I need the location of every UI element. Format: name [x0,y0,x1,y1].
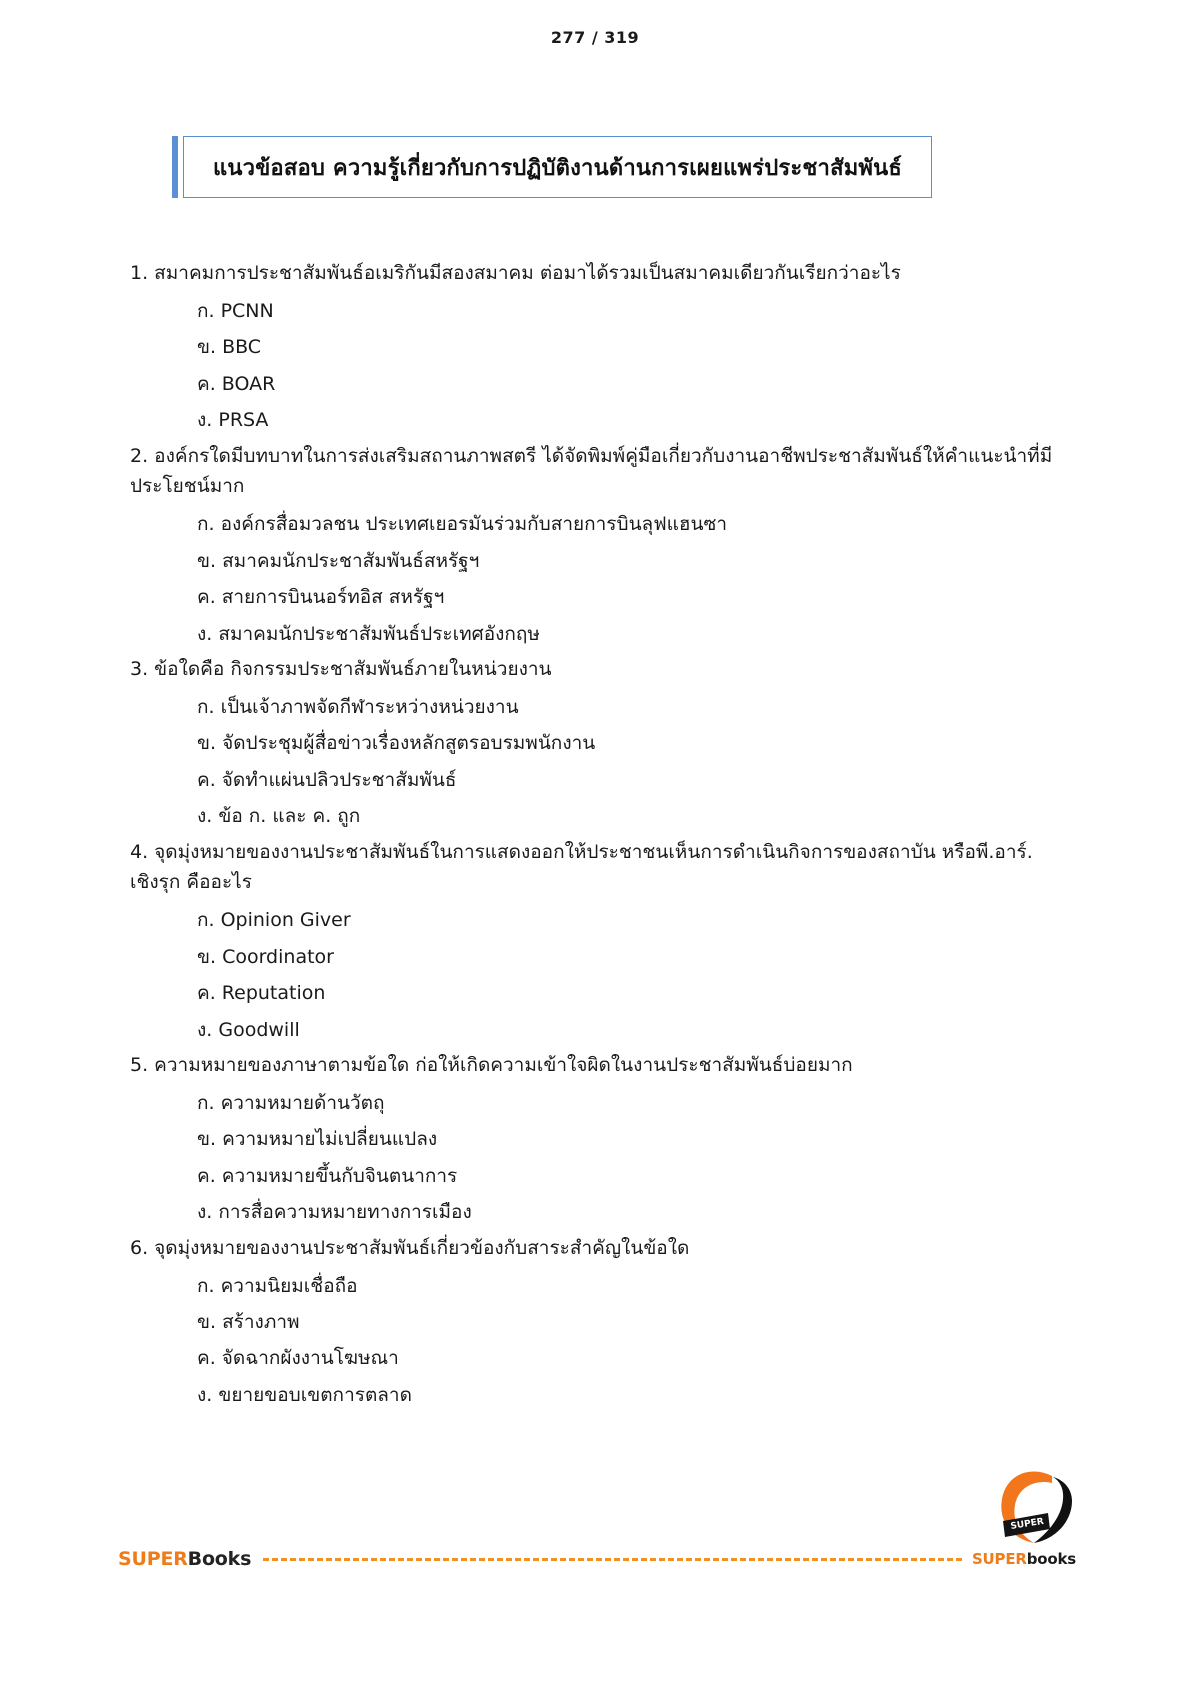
choice-list [130,1085,1060,1231]
choice-option[interactable]: ง. ข้อ ก. และ ค. ถูก [197,805,361,828]
choice-option[interactable]: ข. สร้างภาพ [197,1310,300,1333]
choice-option[interactable]: ค. Reputation [197,982,326,1005]
superbooks-logo-icon [990,1467,1076,1551]
choice-option[interactable]: ข. สมาคมนักประชาสัมพันธ์สหรัฐฯ [197,549,480,572]
page-title: แนวข้อสอบ ความรู้เกี่ยวกับการปฏิบัติงานด้านการเผยแพร่ประชาสัมพันธ์ [213,155,902,181]
question-item [130,837,1060,1048]
choice-option[interactable]: ง. PRSA [197,409,269,432]
choice-option[interactable]: ก. Opinion Giver [197,909,351,932]
question-stem: 5. ความหมายของภาษาตามข้อใด ก่อให้เกิดความเข้าใจผิดในงานประชาสัมพันธ์บ่อยมาก [130,1054,853,1077]
choice-list [130,902,1060,1048]
choice-list [130,689,1060,835]
choice-option[interactable]: ข. BBC [197,336,262,359]
choice-list [130,293,1060,439]
choice-option[interactable]: ก. เป็นเจ้าภาพจัดกีฬาระหว่างหน่วยงาน [197,695,519,718]
question-stem: 1. สมาคมการประชาสัมพันธ์อเมริกันมีสองสมาคม ต่อมาได้รวมเป็นสมาคมเดียวกันเรียกว่าอะไร [130,262,901,284]
question-item [130,441,1060,652]
question-item [130,1050,1060,1231]
choice-list [130,506,1060,652]
choice-option[interactable]: ข. Coordinator [197,945,334,968]
question-stem: 3. ข้อใดคือ กิจกรรมประชาสัมพันธ์ภายในหน่วยงาน [130,658,552,681]
footer-brand-super: SUPER [118,1548,188,1570]
choice-list [130,1268,1060,1414]
page-indicator: 277 / 319 [550,28,640,47]
choice-option[interactable]: ค. ความหมายขึ้นกับจินตนาการ [197,1164,458,1187]
question-item [130,654,1060,835]
choice-option[interactable]: ก. ความหมายด้านวัตถุ [197,1091,385,1114]
choice-option[interactable]: ค. สายการบินนอร์ทอิส สหรัฐฯ [197,586,445,609]
title-accent-bar [172,136,178,198]
choice-option[interactable]: ก. ความนิยมเชื่อถือ [197,1274,358,1297]
choice-option[interactable]: ง. สมาคมนักประชาสัมพันธ์ประเทศอังกฤษ [197,622,540,645]
exam-questions-list [130,258,1060,1415]
choice-option[interactable]: ข. ความหมายไม่เปลี่ยนแปลง [197,1128,438,1151]
footer-brand-books: Books [187,1548,252,1570]
title-banner [172,136,932,198]
footer-logo-books: books [1026,1550,1076,1568]
svg-text:SUPER: SUPER [1009,1516,1045,1532]
choice-option[interactable]: ข. จัดประชุมผู้สื่อข่าวเรื่องหลักสูตรอบรมพนักงาน [197,732,596,755]
choice-option[interactable]: ง. ขยายขอบเขตการตลาด [197,1383,412,1406]
footer-divider [263,1558,962,1561]
choice-option[interactable]: ค. จัดฉากผังงานโฆษณา [197,1347,399,1370]
question-item [130,1233,1060,1414]
question-stem: 4. จุดมุ่งหมายของงานประชาสัมพันธ์ในการแสดงออกให้ประชาชนเห็นการดำเนินกิจการของสถาบัน หรือพี.อาร์. เชิงรุก คืออะไร [130,840,1033,894]
choice-option[interactable]: ค. BOAR [197,372,276,395]
title-box [183,136,932,198]
footer-brand [118,1548,251,1570]
choice-option[interactable]: ก. องค์กรสื่อมวลชน ประเทศเยอรมันร่วมกับสายการบินลุฟแฮนซา [197,513,728,536]
footer-logo-wordmark [972,1550,1076,1568]
question-item [130,258,1060,439]
page-footer [118,1548,1076,1570]
choice-option[interactable]: ง. การสื่อความหมายทางการเมือง [197,1201,472,1224]
choice-option[interactable]: ก. PCNN [197,299,274,322]
choice-option[interactable]: ค. จัดทำแผ่นปลิวประชาสัมพันธ์ [197,768,457,791]
footer-logo-super: SUPER [971,1550,1027,1568]
question-stem: 2. องค์กรใดมีบทบาทในการส่งเสริมสถานภาพสตรี ได้จัดพิมพ์คู่มือเกี่ยวกับงานอาชีพประชาสัมพันธ์ให้คำแนะนำที่มีประโยชน์มาก [130,444,1053,498]
question-stem: 6. จุดมุ่งหมายของงานประชาสัมพันธ์เกี่ยวข้องกับสาระสำคัญในข้อใด [130,1236,690,1259]
choice-option[interactable]: ง. Goodwill [197,1018,300,1041]
